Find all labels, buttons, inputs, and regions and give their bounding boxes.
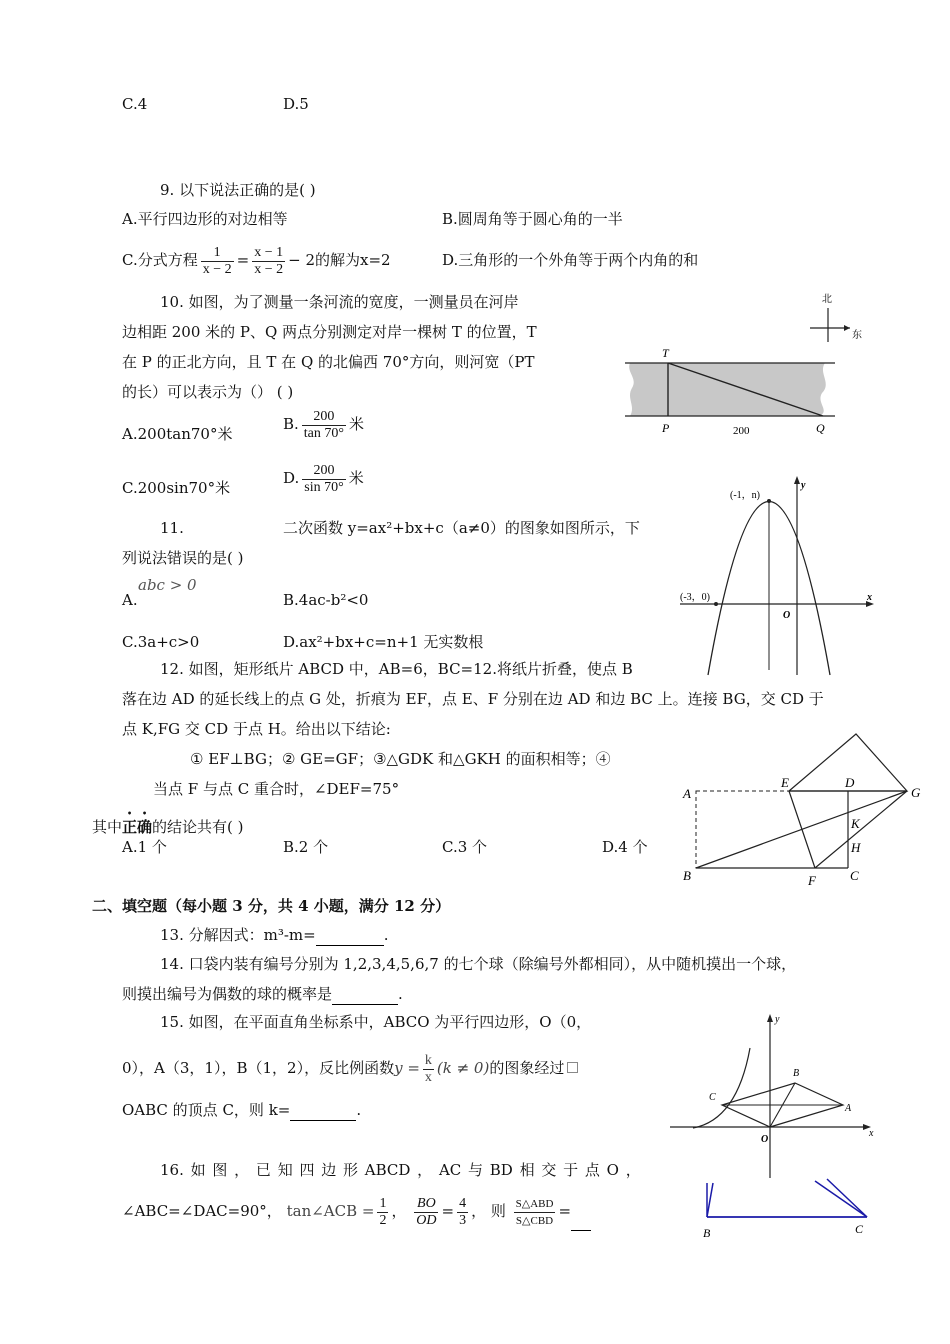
q10-option-c: C.200sin70°米	[122, 479, 231, 497]
q10-line4: 的长）可以表示为（） ( )	[122, 383, 294, 401]
q12-line6: 其中正确的结论共有( )	[92, 818, 244, 836]
q12-line1: 12. 如图，矩形纸片 ABCD 中，AB=6，BC=12.将纸片折叠，使点 B	[160, 660, 633, 678]
label-o: O	[761, 1134, 769, 1145]
label-200: 200	[733, 425, 750, 437]
q12-option-c: C.3 个	[442, 838, 488, 856]
q10-river-figure	[620, 288, 870, 438]
q15-line2: 0），A（3，1），B（1，2），反比例函数y = $\frac{k}{x}$ (k ≠ 0)的图象经过	[122, 1050, 578, 1086]
q9-stem: 9. 以下说法正确的是( )	[160, 181, 316, 199]
label-f: F	[808, 873, 816, 888]
vertex-label: (-1，n)	[730, 490, 760, 501]
north-label: 北	[822, 294, 832, 305]
label-a: A	[683, 786, 691, 801]
q16-line2: ∠ABC=∠DAC=90°， tan∠ACB = $\frac{1}{2}$ ， $\frac{BO}{OD}$ = $\frac{4}{3}$ ， 则 $\frac{\text{S△ABD}}{\text{S△CBD}}$ =	[122, 1192, 591, 1231]
q12-option-d: D.4 个	[602, 838, 648, 856]
section-2-heading: 二、填空题（每小题 3 分，共 4 小题，满分 12 分）	[92, 897, 451, 915]
q10-line1: 10. 如图，为了测量一条河流的宽度，一测量员在河岸	[160, 293, 519, 311]
q9-option-b: B.圆周角等于圆心角的一半	[442, 210, 623, 228]
q12-line4: ① EF⊥BG；② GE=GF；③△GDK 和△GKH 的面积相等；④	[190, 750, 611, 768]
q8-option-d: D.5	[283, 95, 309, 113]
q11-option-b: B.4ac-b²<0	[283, 591, 369, 609]
label-c: C	[850, 868, 859, 883]
q15-line1: 15. 如图，在平面直角坐标系中，ABCO 为平行四边形，O（0，	[160, 1013, 592, 1031]
q13: 13. 分解因式：m³-m= .	[160, 926, 389, 944]
q15-coordinate-figure	[665, 1010, 885, 1185]
label-c: C	[709, 1092, 716, 1103]
label-t: T	[662, 346, 669, 360]
x-label: x	[867, 592, 872, 603]
q15-line3: OABC 的顶点 C，则 k= .	[122, 1101, 362, 1119]
label-b: B	[793, 1068, 800, 1079]
q10-option-a: A.200tan70°米	[122, 425, 233, 443]
q12-option-a: A.1 个	[122, 838, 167, 856]
q10-option-b: B. $\frac{200}{\tan 70^\circ}$ 米	[283, 408, 365, 441]
q10-line3: 在 P 的正北方向，且 T 在 Q 的北偏西 70°方向，则河宽（PT	[122, 353, 535, 371]
q11-line2: 列说法错误的是( )	[122, 549, 244, 567]
label-k: K	[851, 816, 860, 831]
root-label: (-3，0)	[680, 592, 710, 603]
q9-option-c: C.分式方程 $\frac{1}{x - 2}$ = $\frac{x - 1}{x - 2}$ − 2的解为x=2	[122, 244, 391, 277]
hyperbola	[693, 1048, 750, 1128]
q12-line5: 当点 F 与点 C 重合时，∠DEF=75°	[153, 780, 400, 798]
label-b: B	[683, 868, 691, 883]
q8-option-c: C.4	[122, 95, 148, 113]
origin-label: O	[783, 610, 791, 621]
rectangle-abcd	[696, 791, 848, 868]
q11-option-c: C.3a+c>0	[122, 633, 200, 651]
segment-ef	[789, 791, 815, 868]
label-p: P	[662, 421, 670, 435]
q11-option-a-expr: abc > 0	[138, 576, 197, 594]
river-band	[629, 363, 826, 416]
label-q: Q	[816, 421, 825, 435]
east-label: 东	[852, 330, 862, 341]
label-g: G	[911, 785, 921, 800]
q16-quadrilateral-figure	[695, 1175, 875, 1245]
label-e: E	[781, 775, 789, 790]
q9-fraction-1: $\frac{1}{x - 2}$	[202, 244, 232, 277]
q16-line1: 16. 如 图 ， 已 知 四 边 形 ABCD ， AC 与 BD 相 交 于 点 O ，	[160, 1161, 641, 1179]
q9-fraction-2: $\frac{x - 1}{x - 2}$	[254, 244, 284, 277]
label-h: H	[851, 840, 861, 855]
label-y: y	[775, 1014, 780, 1025]
q14-line1: 14. 口袋内装有编号分别为 1,2,3,4,5,6,7 的七个球（除编号外都相同），从中随机摸出一个球，	[160, 955, 797, 973]
q11-option-d: D.ax²+bx+c=n+1 无实数根	[283, 633, 484, 651]
q10-option-d: D. $\frac{200}{\sin 70^\circ}$ 米	[283, 462, 364, 495]
q9-option-a: A.平行四边形的对边相等	[122, 210, 288, 228]
q12-line2: 落在边 AD 的延长线上的点 G 处，折痕为 EF，点 E、F 分别在边 AD 和边 BC 上。连接 BG，交 CD 于	[122, 690, 824, 708]
q11-parabola-figure	[670, 470, 880, 680]
q9-option-d: D.三角形的一个外角等于两个内角的和	[442, 251, 699, 269]
q12-line3: 点 K,FG 交 CD 于点 H。给出以下结论:	[122, 720, 391, 738]
label-c: C	[855, 1222, 864, 1236]
q12-option-b: B.2 个	[283, 838, 329, 856]
compass-rose	[810, 293, 862, 342]
q10-line2: 边相距 200 米的 P、Q 两点分别测定对岸一棵树 T 的位置，T	[122, 323, 537, 341]
q11-number: 11.	[160, 519, 184, 537]
q11-line1: 二次函数 y=ax²+bx+c（a≠0）的图象如图所示，下	[283, 519, 640, 537]
label-x: x	[869, 1128, 874, 1139]
label-b: B	[703, 1226, 711, 1240]
label-a: A	[845, 1103, 852, 1114]
q11-option-a: A.	[122, 591, 138, 609]
parallelogram-symbol	[567, 1062, 578, 1073]
segment-fg	[815, 791, 907, 868]
y-label: y	[801, 480, 806, 491]
label-d: D	[845, 775, 855, 790]
q14-line2: 则摸出编号为偶数的球的概率是 .	[122, 985, 403, 1003]
q12-fold-figure	[675, 730, 935, 890]
